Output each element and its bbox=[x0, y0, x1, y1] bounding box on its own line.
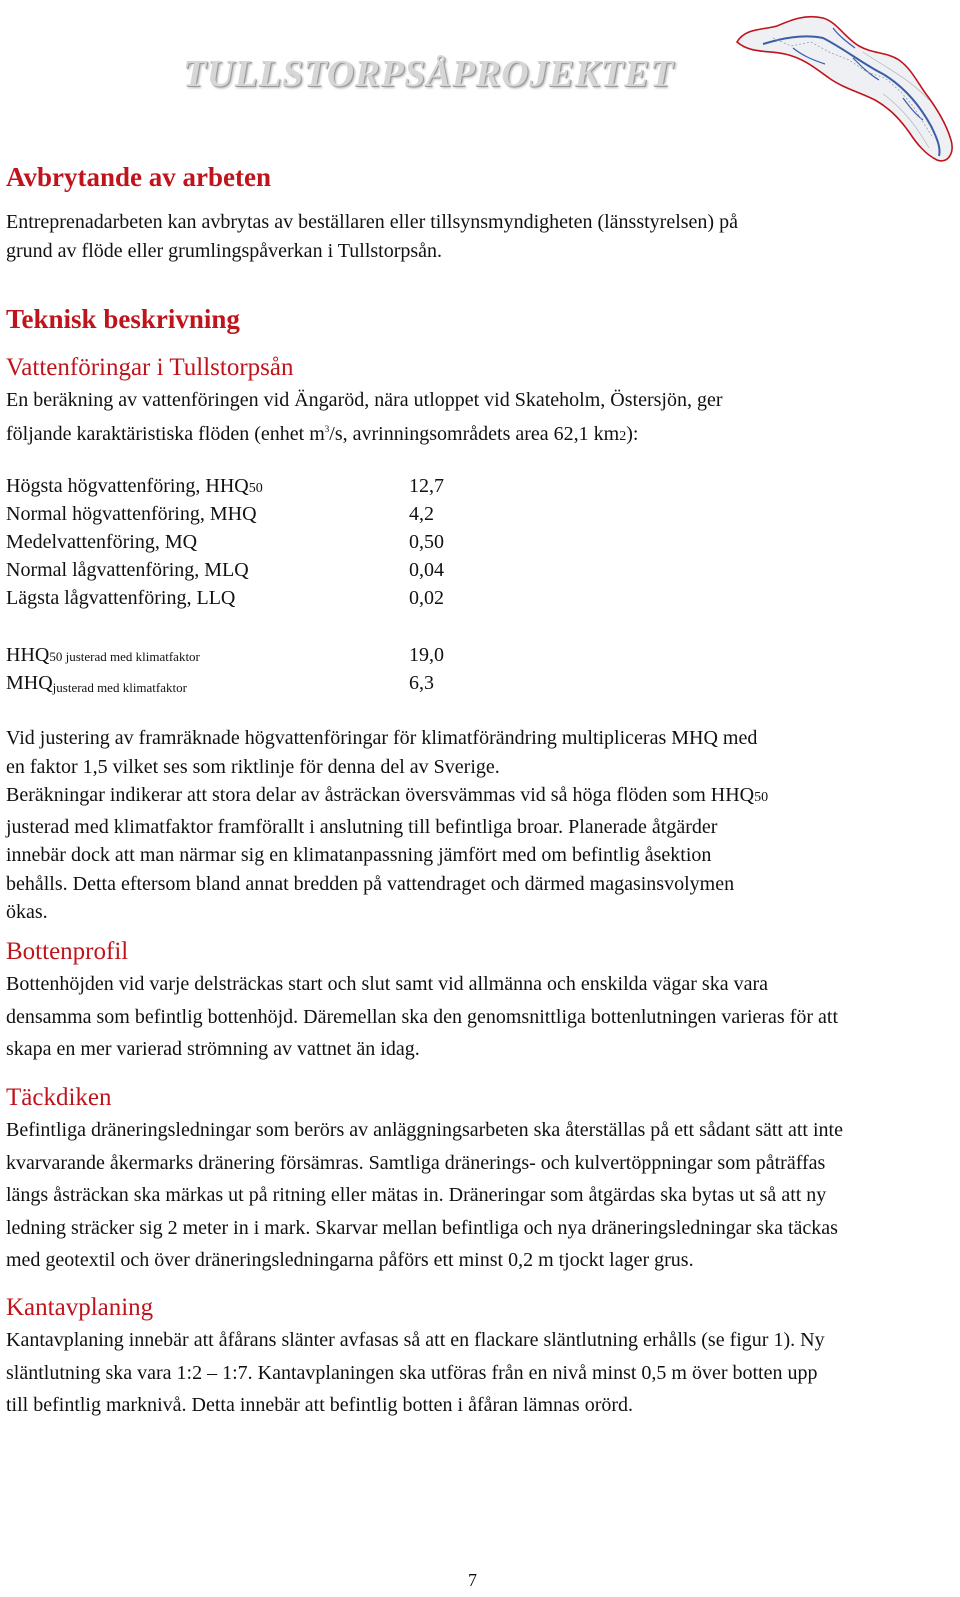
text-line: Vid justering av framräknade högvattenföringar för klimatförändring multipliceras MHQ med bbox=[6, 727, 758, 749]
text-line: behålls. Detta eftersom bland annat bredden på vattendraget och därmed magasinsvolymen bbox=[6, 872, 735, 895]
text-line: släntlutning ska vara 1:2 – 1:7. Kantavplaningen ska utföras från en nivå minst 0,5 m över botten upp bbox=[6, 1361, 818, 1384]
text-line: Beräkningar indikerar att stora delar av åsträckan översvämmas vid så höga flöden som HHQ50 bbox=[6, 784, 769, 806]
flow-value: 19,0 bbox=[409, 644, 444, 666]
text-line: innebär dock att man närmar sig en klimatanpassning jämfört med om befintlig åsektion bbox=[6, 844, 712, 866]
paragraph-tackdiken bbox=[6, 1114, 954, 1277]
text-line: grund av flöde eller grumlingspåverkan i Tullstorpsån. bbox=[6, 239, 443, 262]
flow-value: 4,2 bbox=[409, 503, 434, 525]
flow-label: MHQjusterad med klimatfaktor bbox=[6, 672, 187, 695]
paragraph-bottenprofil bbox=[6, 968, 954, 1066]
paragraph-kantavplaning bbox=[6, 1324, 954, 1422]
flow-value: 12,7 bbox=[409, 475, 444, 497]
subheading-vattenforingar: Vattenföringar i Tullstorpsån bbox=[6, 354, 294, 381]
text-line: kvarvarande åkermarks dränering försämras. Samtliga dränerings- och kulvertöppningar som påträffas bbox=[6, 1151, 826, 1174]
text-line bbox=[6, 415, 954, 452]
text-line: till befintlig marknivå. Detta innebär att befintlig botten i åfåran lämnas orörd. bbox=[6, 1394, 634, 1416]
text-line: Entreprenadarbeten kan avbrytas av beställaren eller tillsynsmyndigheten (länsstyrelsen) på bbox=[6, 211, 738, 233]
text-line: längs åsträckan ska märkas ut på ritning eller mätas in. Dräneringar som åtgärdas ska bytas ut så att ny bbox=[6, 1184, 827, 1206]
text-line: Befintliga dräneringsledningar som berörs av anläggningsarbeten ska återställas på ett sådant sätt att inte bbox=[6, 1119, 843, 1141]
page-title: TULLSTORPSÅPROJEKTET bbox=[183, 53, 674, 95]
paragraph-intro bbox=[6, 386, 954, 451]
flow-label: Normal högvattenföring, MHQ bbox=[6, 503, 257, 525]
flow-value: 0,04 bbox=[409, 559, 444, 581]
flow-value: 6,3 bbox=[409, 672, 434, 694]
text-line: Bottenhöjden vid varje delsträckas start och slut samt vid allmänna och enskilda vägar ska vara bbox=[6, 973, 768, 995]
text-line: En beräkning av vattenföringen vid Ängaröd, nära utloppet vid Skateholm, Östersjön, ger bbox=[6, 389, 723, 411]
flow-label: Medelvattenföring, MQ bbox=[6, 531, 198, 553]
flow-label: Högsta högvattenföring, HHQ50 bbox=[6, 475, 263, 497]
flow-row bbox=[6, 584, 606, 612]
text-line: ledning sträcker sig 2 meter in i mark. Skarvar mellan befintliga och nya dräneringsledningar ska täckas bbox=[6, 1216, 838, 1239]
section-heading-teknisk: Teknisk beskrivning bbox=[6, 304, 240, 334]
text-line: skapa en mer varierad strömning av vattnet än idag. bbox=[6, 1038, 420, 1060]
flow-row bbox=[6, 556, 606, 584]
unit-superscript: 3 bbox=[324, 423, 330, 434]
text-line: justerad med klimatfaktor framförallt i anslutning till befintliga broar. Planerade åtgärder bbox=[6, 815, 718, 838]
subheading-tackdiken: Täckdiken bbox=[6, 1084, 112, 1111]
catchment-map-logo bbox=[733, 8, 959, 168]
text-line: med geotextil och över dräneringsledningarna påförs ett minst 0,2 m tjockt lager grus. bbox=[6, 1249, 694, 1271]
flow-value: 0,02 bbox=[409, 587, 444, 609]
section-heading-avbrytande: Avbrytande av arbeten bbox=[6, 162, 271, 192]
subheading-kantavplaning: Kantavplaning bbox=[6, 1294, 154, 1321]
unit-suffix: 2 bbox=[619, 428, 627, 444]
text-line: ökas. bbox=[6, 901, 48, 923]
text-line: densamma som befintlig bottenhöjd. Däremellan ska den genomsnittliga bottenlutningen varieras för att bbox=[6, 1005, 839, 1028]
adjusted-flow-row bbox=[6, 641, 606, 669]
subheading-bottenprofil: Bottenprofil bbox=[6, 938, 129, 965]
flow-row bbox=[6, 528, 606, 556]
text-line: en faktor 1,5 vilket ses som riktlinje för denna del av Sverige. bbox=[6, 755, 500, 778]
flow-label: HHQ50 justerad med klimatfaktor bbox=[6, 644, 200, 666]
text-segment: följande karaktäristiska flöden (enhet m bbox=[6, 422, 325, 445]
text-segment: ): bbox=[626, 422, 639, 445]
page-number: 7 bbox=[468, 1570, 477, 1590]
flow-value: 0,50 bbox=[409, 531, 444, 553]
text-line: Kantavplaning innebär att åfårans slänter avfasas så att en flackare släntlutning erhålls (se figur 1). Ny bbox=[6, 1329, 825, 1351]
flow-label: Normal lågvattenföring, MLQ bbox=[6, 559, 249, 581]
text-segment: /s, avrinningsområdets area 62,1 km bbox=[329, 422, 620, 445]
flow-row bbox=[6, 500, 606, 528]
flow-row bbox=[6, 472, 606, 500]
paragraph-avbrytande bbox=[6, 208, 954, 265]
flow-label: Lägsta lågvattenföring, LLQ bbox=[6, 587, 236, 609]
paragraph-klimat bbox=[6, 724, 954, 927]
adjusted-flow-row bbox=[6, 669, 606, 697]
